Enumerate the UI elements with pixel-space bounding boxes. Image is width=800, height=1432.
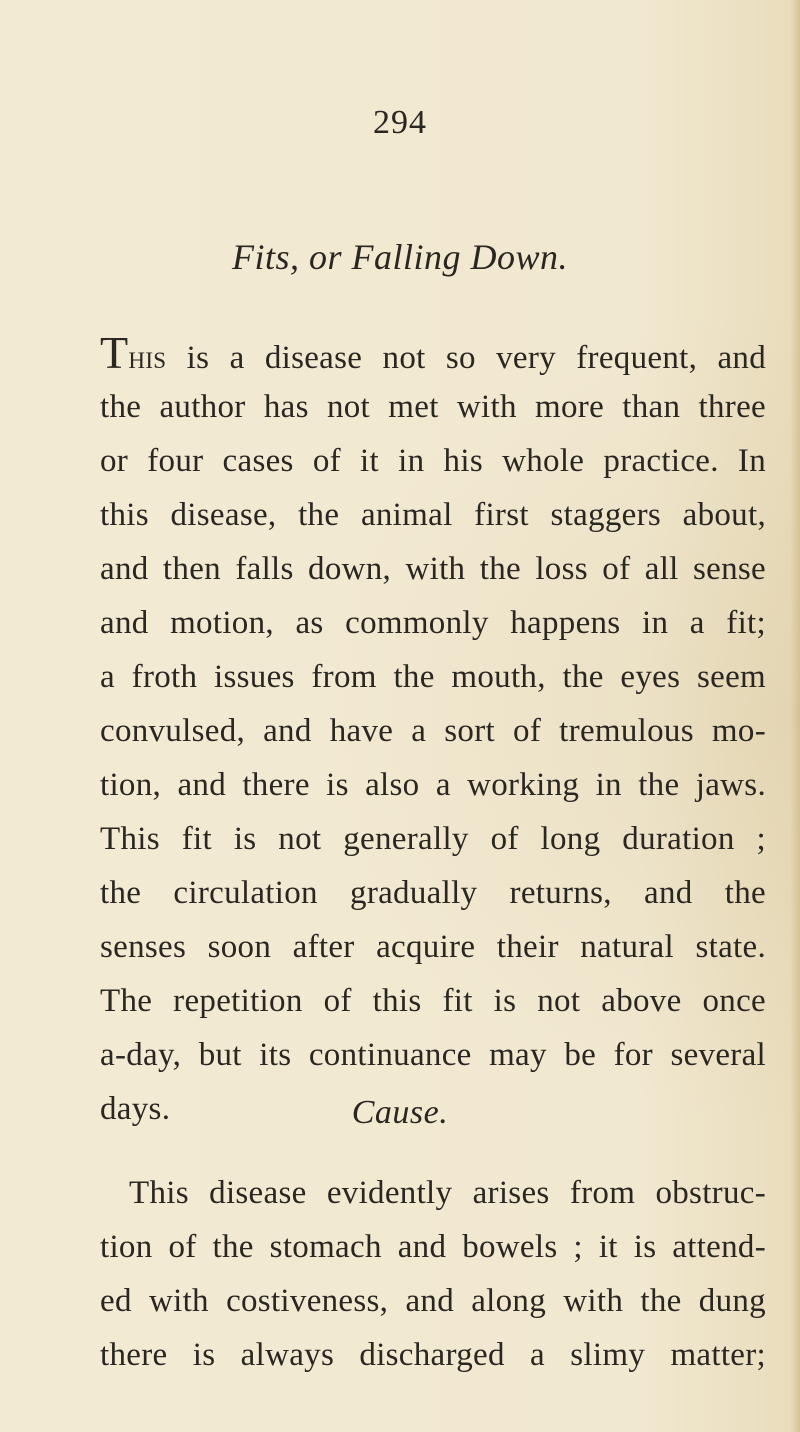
paragraph-line: tion, and there is also a working in the jaws.	[100, 767, 766, 803]
drop-cap: T	[100, 327, 129, 378]
page-edge-shadow	[790, 0, 800, 1432]
section-heading: Fits, or Falling Down.	[231, 237, 569, 277]
paragraph-line: This is a disease not so very frequent, and	[100, 327, 766, 378]
subsection-heading: Cause.	[351, 1094, 449, 1131]
paragraph-line: the author has not met with more than three	[100, 389, 766, 425]
paragraph-line: a-day, but its continuance may be for several	[100, 1037, 766, 1073]
paragraph-line: convulsed, and have a sort of tremulous mo-	[100, 713, 766, 749]
paragraph-line: This fit is not generally of long duration ;	[100, 821, 766, 857]
paragraph-line: tion of the stomach and bowels ; it is attend-	[100, 1229, 766, 1265]
paragraph-line: a froth issues from the mouth, the eyes seem	[100, 659, 766, 695]
paragraph-line: The repetition of this fit is not above once	[100, 983, 766, 1019]
paragraph-line: there is always discharged a slimy matter;	[100, 1337, 766, 1373]
paragraph-line: the circulation gradually returns, and the	[100, 875, 766, 911]
paragraph-line: and then falls down, with the loss of all sense	[100, 551, 766, 587]
paragraph-line: days.	[100, 1091, 171, 1127]
page-number: 294	[373, 104, 427, 141]
paragraph-line: ed with costiveness, and along with the dung	[100, 1283, 766, 1319]
paragraph-line: This disease evidently arises from obstruc-	[129, 1175, 766, 1211]
paragraph-line: or four cases of it in his whole practice. In	[100, 443, 766, 479]
paragraph-line: this disease, the animal first staggers about,	[100, 497, 766, 533]
paragraph-line: and motion, as commonly happens in a fit;	[100, 605, 766, 641]
first-word-rest: his	[128, 340, 167, 376]
paragraph-line: senses soon after acquire their natural state.	[100, 929, 766, 965]
